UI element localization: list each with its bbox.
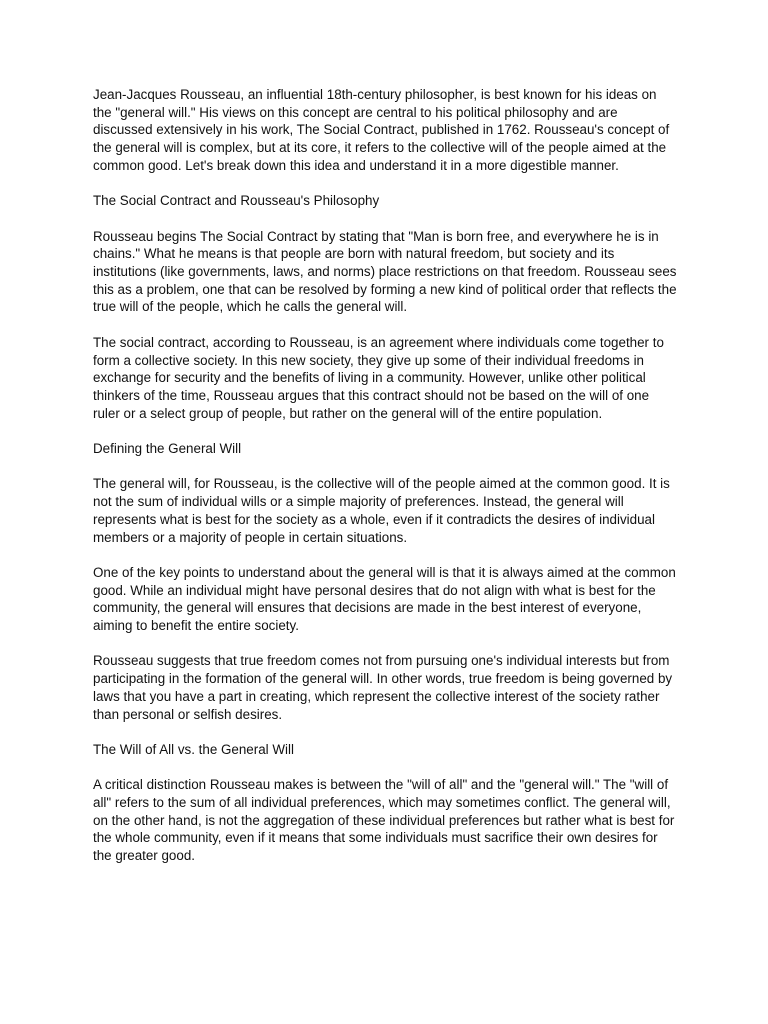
section-heading-will-of-all: The Will of All vs. the General Will xyxy=(93,741,294,757)
paragraph-general-will-2: One of the key points to understand about the general will is that it is always aimed at the common good. While an individual might have personal desires that do not align with what is best for the community, the general will ensures that decisions are made in the best interest of everyone, aiming to benefit the entire society. xyxy=(93,564,676,633)
paragraph-social-contract-2: The social contract, according to Rousseau, is an agreement where individuals come together to form a collective society. In this new society, they give up some of their individual freedoms in exchange for security and the benefits of living in a community. However, unlike other political thinkers of the time, Rousseau argues that this contract should not be based on the will of one ruler or a select group of people, but rather on the general will of the entire population. xyxy=(93,334,664,421)
paragraph-social-contract-1: Rousseau begins The Social Contract by stating that "Man is born free, and everywhere he is in chains." What he means is that people are born with natural freedom, but society and its institutions (like governments, laws, and norms) place restrictions on that freedom. Rousseau sees this as a problem, one that can be resolved by forming a new kind of political order that reflects the true will of the people, which he calls the general will. xyxy=(93,228,677,315)
section-heading-social-contract: The Social Contract and Rousseau's Philosophy xyxy=(93,193,380,209)
document-page xyxy=(93,86,677,882)
section-heading-defining-general-will: Defining the General Will xyxy=(93,441,242,456)
paragraph-general-will-3: Rousseau suggests that true freedom comes not from pursuing one's individual interests but from participating in the formation of the general will. In other words, true freedom is being governed by laws that you have a part in creating, which represent the collective interest of the society rather than personal or selfish desires. xyxy=(93,653,673,722)
paragraph-will-of-all-1: A critical distinction Rousseau makes is between the "will of all" and the "general will." The "will of all" refers to the sum of all individual preferences, which may sometimes conflict. The general will, on the other hand, is not the aggregation of these individual preferences but rather what is best for the whole community, even if it means that some individuals must sacrifice their own desires for the greater good. xyxy=(93,777,675,864)
paragraph-general-will-1: The general will, for Rousseau, is the collective will of the people aimed at the common good. It is not the sum of individual wills or a simple majority of preferences. Instead, the general will represents what is best for the society as a whole, even if it contradicts the desires of individual members or a majority of people in certain situations. xyxy=(93,476,670,545)
paragraph-intro: Jean-Jacques Rousseau, an influential 18th-century philosopher, is best known for his ideas on the "general will." His views on this concept are central to his political philosophy and are discussed extensively in his work, The Social Contract, published in 1762. Rousseau's concept of the general will is complex, but at its core, it refers to the collective will of the people aimed at the common good. Let's break down this idea and understand it in a more digestible manner. xyxy=(93,87,670,173)
